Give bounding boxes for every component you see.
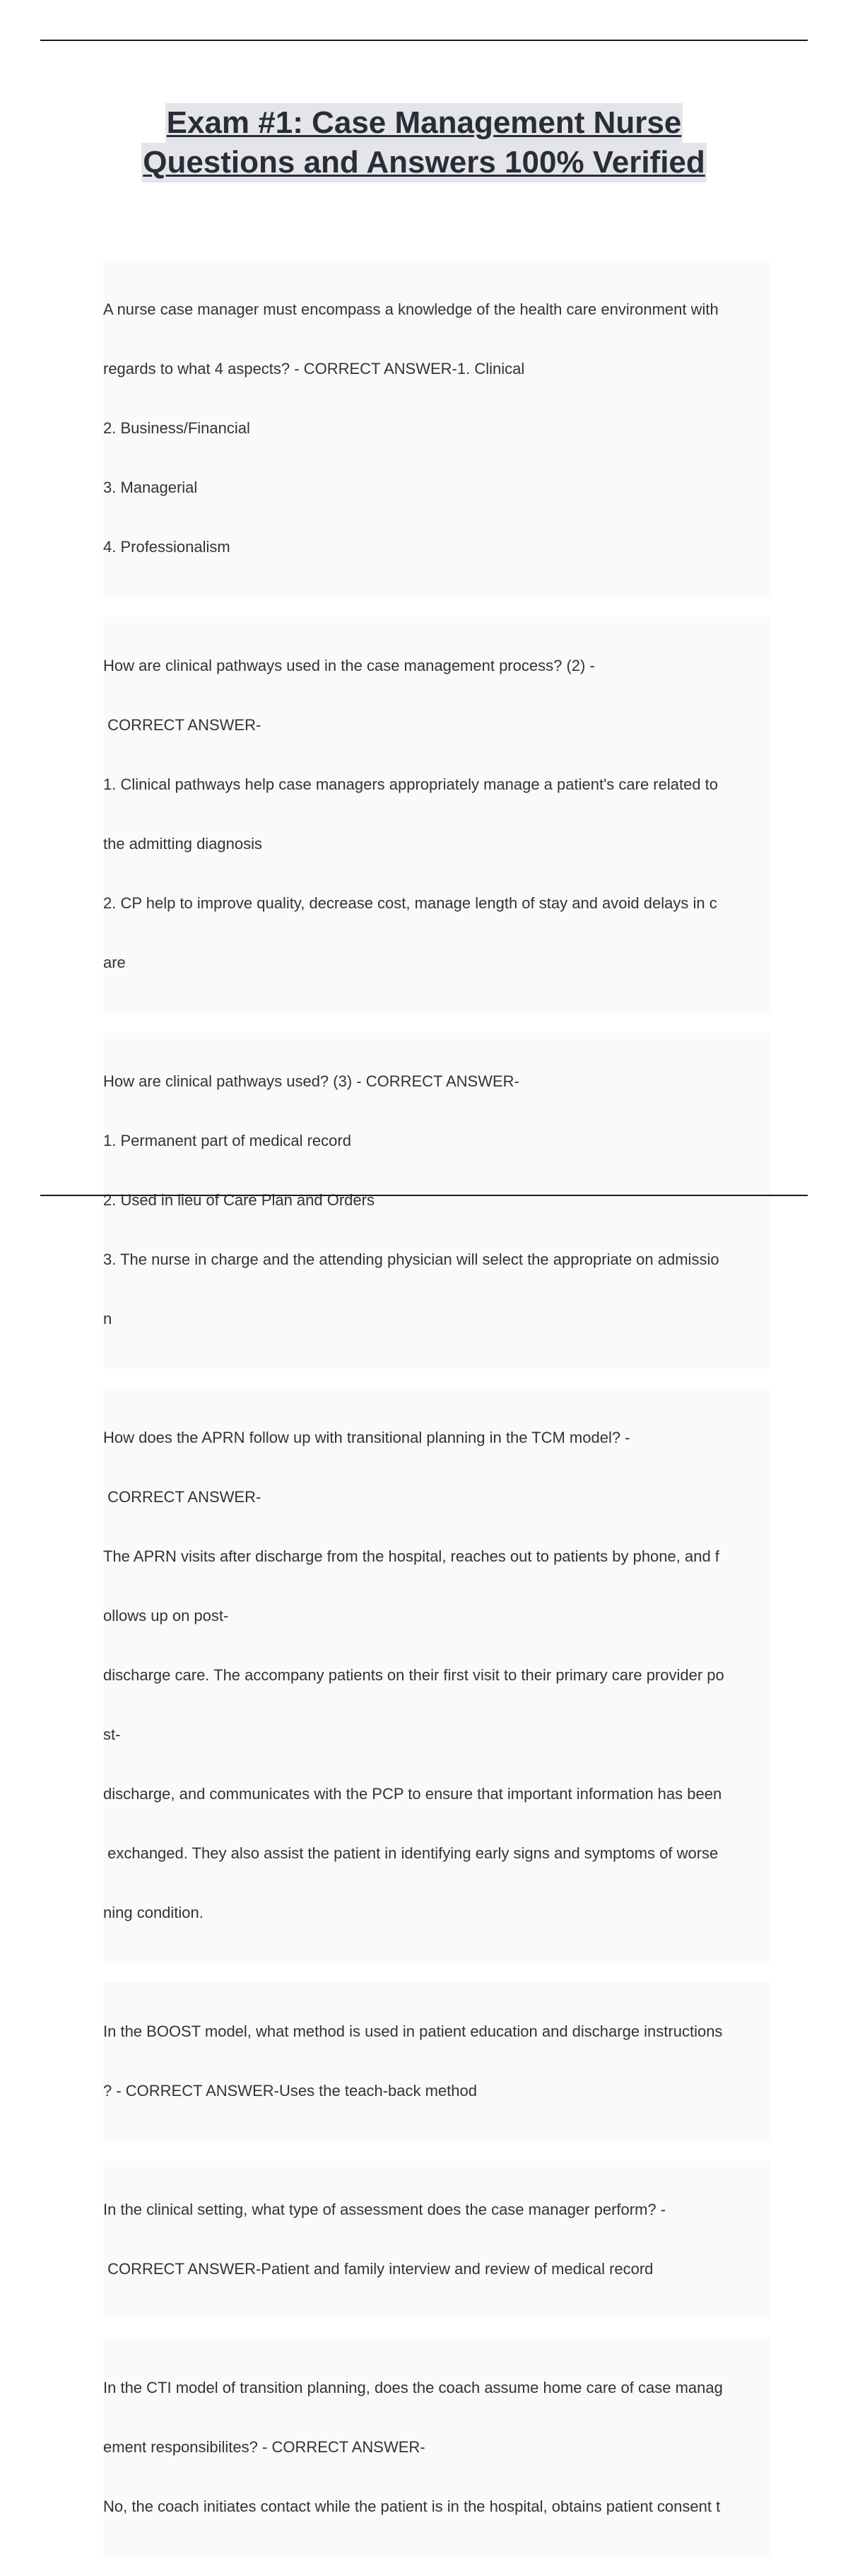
qa-block [103,260,770,597]
qa-block [103,2160,770,2319]
qa-block [103,1982,770,2141]
qa-line: exchanged. They also assist the patient in identifying early signs and symptoms of worse [103,1844,719,1862]
qa-line: CORRECT ANSWER- [103,716,261,734]
qa-line: No, the coach initiates contact while the patient is in the hospital, obtains patient consent t [103,2498,721,2515]
qa-line: 1. Permanent part of medical record [103,1132,351,1149]
qa-line: 2. Business/Financial [103,419,250,437]
qa-line: discharge, and communicates with the PCP to ensure that important information has been [103,1785,722,1803]
qa-line: 2. Used in lieu of Care Plan and Orders [103,1191,375,1209]
qa-line: 2. CP help to improve quality, decrease cost, manage length of stay and avoid delays in c [103,894,717,912]
qa-line: In the CTI model of transition planning, does the coach assume home care of case manag [103,2379,723,2396]
qa-line: ? - CORRECT ANSWER-Uses the teach-back method [103,2082,477,2100]
qa-line: A nurse case manager must encompass a knowledge of the health care environment with [103,300,719,318]
bottom-rule [40,1195,808,1196]
qa-line: In the BOOST model, what method is used in patient education and discharge instructions [103,2022,723,2040]
qa-line: ollows up on post- [103,1607,229,1624]
document-title [0,103,848,182]
qa-line: discharge care. The accompany patients on their first visit to their primary care provider po [103,1666,724,1684]
qa-line: How does the APRN follow up with transitional planning in the TCM model? - [103,1429,630,1446]
qa-line: regards to what 4 aspects? - CORRECT ANSWER-1. Clinical [103,360,525,377]
qa-line: How are clinical pathways used? (3) - CORRECT ANSWER- [103,1072,519,1090]
qa-line: ement responsibilites? - CORRECT ANSWER- [103,2438,425,2456]
qa-line: are [103,954,126,971]
qa-line: n [103,1310,112,1328]
title-line-1: Exam #1: Case Management Nurse [165,103,683,143]
qa-block [103,616,770,1012]
qa-content [103,260,770,2576]
qa-line: st- [103,1726,121,1743]
qa-line: 1. Clinical pathways help case managers appropriately manage a patient's care related to [103,775,719,793]
qa-line: ning condition. [103,1904,204,1921]
title-line-2: Questions and Answers 100% Verified [141,143,707,182]
qa-block [103,1032,770,1369]
qa-line: In the clinical setting, what type of assessment does the case manager perform? - [103,2201,666,2218]
qa-line: 4. Professionalism [103,538,230,556]
qa-line: How are clinical pathways used in the case management process? (2) - [103,657,595,674]
qa-line: CORRECT ANSWER- [103,1488,261,1506]
qa-line: CORRECT ANSWER-Patient and family interview and review of medical record [103,2260,654,2278]
qa-line: 3. Managerial [103,479,198,496]
top-rule [40,40,808,41]
qa-block [103,1388,770,1962]
qa-line: 3. The nurse in charge and the attending physician will select the appropriate on admissio [103,1251,719,1268]
qa-line: the admitting diagnosis [103,835,263,853]
qa-block [103,2338,770,2556]
qa-line: The APRN visits after discharge from the hospital, reaches out to patients by phone, and f [103,1547,719,1565]
